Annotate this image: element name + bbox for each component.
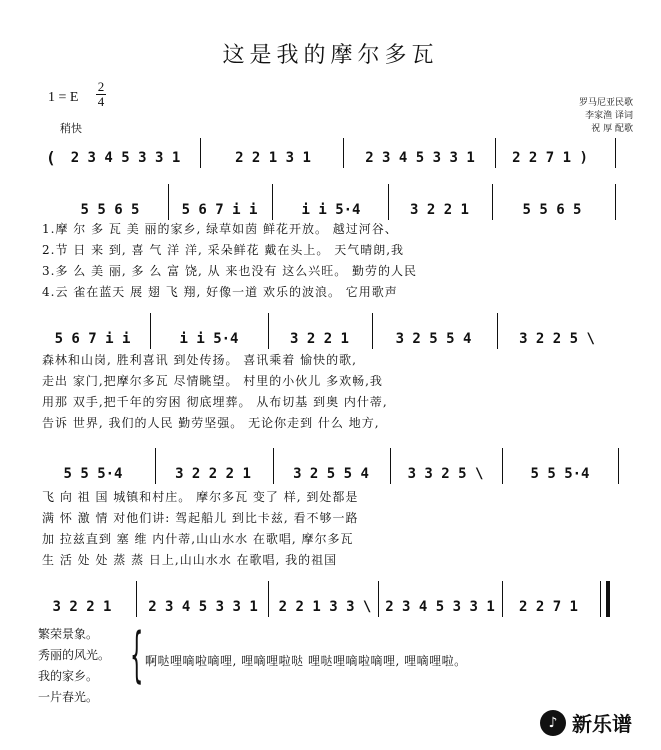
time-signature bbox=[96, 80, 106, 109]
bar-line bbox=[497, 313, 498, 349]
bar-line bbox=[502, 448, 503, 484]
bar: 5 5 5·4 bbox=[63, 466, 123, 482]
logo-text: 新乐谱 bbox=[572, 712, 632, 736]
bar-line bbox=[388, 184, 389, 220]
lyric-line: 3.多 么 美 丽, 多 么 富 饶, 从 来也没有 这么兴旺。 勤劳的人民 bbox=[42, 264, 418, 278]
lyric-line: 我的家乡。 bbox=[38, 669, 99, 683]
bar-line bbox=[390, 448, 391, 484]
bar: 2 2 7 1 bbox=[518, 599, 578, 615]
lyric-line: 秀丽的风光。 bbox=[38, 648, 111, 662]
bar: 3 2 2 2 1 bbox=[175, 466, 251, 482]
open-paren: ( bbox=[46, 148, 56, 167]
song-title: 这是我的摩尔多瓦 bbox=[222, 43, 439, 68]
tempo-marking: 稍快 bbox=[60, 122, 82, 135]
bar-line bbox=[600, 581, 601, 617]
lyric-line: 生 活 处 处 蒸 蒸 日上,山山水水 在歌唱, 我的祖国 bbox=[42, 553, 338, 567]
lyric-line: 1.摩 尔 多 瓦 美 丽的家乡, 绿草如茵 鲜花开放。 越过河谷、 bbox=[42, 222, 398, 236]
site-logo bbox=[540, 708, 632, 737]
bar-line bbox=[136, 581, 137, 617]
bar-line bbox=[372, 313, 373, 349]
bar: 3 2 5 5 4 bbox=[293, 466, 369, 482]
bar-line bbox=[502, 581, 503, 617]
lyric-line: 森林和山岗, 胜利喜讯 到处传扬。 喜讯乘着 愉快的歌, bbox=[42, 353, 357, 367]
refrain-line: 啊哒哩嘀啦嘀哩, 哩嘀哩啦哒 哩哒哩嘀啦嘀哩, 哩嘀哩啦。 bbox=[145, 654, 467, 668]
bar: 3 2 2 5 \ bbox=[519, 331, 595, 347]
final-bar-line bbox=[606, 581, 610, 617]
bar: 3 2 2 1 bbox=[289, 331, 349, 347]
bar: 2 3 4 5 3 3 1 bbox=[148, 599, 258, 615]
bar: 2 3 4 5 3 3 1 bbox=[70, 150, 181, 166]
bar: 5 6 7 i i bbox=[54, 331, 131, 347]
bar: 5 6 7 i i bbox=[181, 202, 258, 218]
music-row-1 bbox=[0, 198, 661, 222]
music-row-4 bbox=[0, 595, 661, 619]
meter-bottom: 4 bbox=[97, 94, 105, 109]
lyric-line: 加 拉兹直到 塞 维 内什蒂,山山水水 在歌唱, 摩尔多瓦 bbox=[42, 532, 354, 546]
bar: 5 5 6 5 bbox=[80, 202, 140, 218]
bar-line bbox=[273, 448, 274, 484]
bar: 5 5 5·4 bbox=[530, 466, 590, 482]
bar: i i 5·4 bbox=[179, 331, 239, 347]
bar-line bbox=[268, 581, 269, 617]
bar: 2 2 1 3 3 \ bbox=[278, 599, 372, 615]
lyric-line: 4.云 雀在蓝天 展 翅 飞 翔, 好像一道 欢乐的波浪。 它用歌声 bbox=[42, 285, 398, 299]
lyric-line: 告诉 世界, 我们的人民 勤劳坚强。 无论你走到 什么 地方, bbox=[42, 416, 380, 430]
bar-line bbox=[200, 138, 201, 168]
bar: 2 2 7 1 ) bbox=[512, 150, 588, 166]
bar-line bbox=[150, 313, 151, 349]
brace-icon: { bbox=[130, 620, 144, 690]
lyric-line: 满 怀 激 情 对他们讲: 驾起船儿 到比卡兹, 看不够一路 bbox=[42, 511, 359, 525]
bar: 3 2 5 5 4 bbox=[395, 331, 472, 347]
meter-top: 2 bbox=[97, 79, 105, 94]
key-signature: 1 = E bbox=[48, 90, 79, 105]
lyric-line: 用那 双手,把千年的穷困 彻底埋葬。 从布切基 到奥 内什蒂, bbox=[42, 395, 388, 409]
lyric-line: 2.节 日 来 到, 喜 气 洋 洋, 采朵鲜花 戴在头上。 天气晴朗,我 bbox=[42, 243, 405, 257]
bar: 5 5 6 5 bbox=[522, 202, 582, 218]
bar: 2 3 4 5 3 3 1 bbox=[365, 150, 475, 166]
lyric-line: 走出 家门,把摩尔多瓦 尽情眺望。 村里的小伙儿 多欢畅,我 bbox=[42, 374, 383, 388]
credit-arranger: 祝 厚 配歌 bbox=[591, 124, 633, 134]
bar-line bbox=[378, 581, 379, 617]
bar: 2 3 4 5 3 3 1 bbox=[385, 599, 495, 615]
bar-line bbox=[495, 138, 496, 168]
bar-line bbox=[492, 184, 493, 220]
bar: 3 3 2 5 \ bbox=[407, 466, 484, 482]
music-disc-icon: ♪ bbox=[540, 710, 566, 736]
music-row-2 bbox=[0, 327, 661, 351]
bar-line bbox=[615, 138, 616, 168]
credit-origin: 罗马尼亚民歌 bbox=[578, 98, 633, 108]
credit-translator: 李家渔 译词 bbox=[585, 111, 633, 121]
bar-line bbox=[268, 313, 269, 349]
bar-line bbox=[343, 138, 344, 168]
bar: 2 2 1 3 1 bbox=[235, 150, 311, 166]
lyric-line: 飞 向 祖 国 城镇和村庄。 摩尔多瓦 变了 样, 到处都是 bbox=[42, 490, 359, 504]
bar: 3 2 2 1 bbox=[52, 599, 112, 615]
lyric-line: 繁荣景象。 bbox=[38, 627, 99, 641]
bar-line bbox=[618, 448, 619, 484]
bar-line bbox=[168, 184, 169, 220]
bar: i i 5·4 bbox=[301, 202, 361, 218]
music-row-intro bbox=[0, 146, 661, 170]
bar-line bbox=[615, 184, 616, 220]
bar-line bbox=[272, 184, 273, 220]
bar-line bbox=[155, 448, 156, 484]
lyric-line: 一片春光。 bbox=[38, 690, 99, 704]
bar: 3 2 2 1 bbox=[409, 202, 469, 218]
music-row-3 bbox=[0, 462, 661, 486]
